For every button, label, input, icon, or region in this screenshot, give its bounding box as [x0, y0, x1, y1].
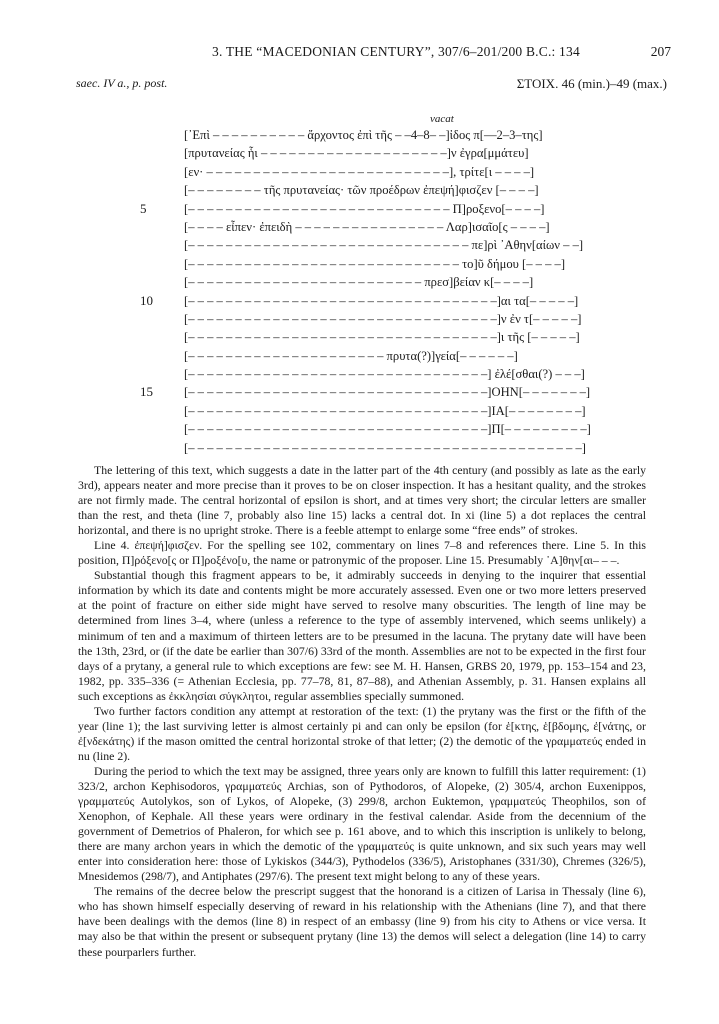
inscription-text — [140, 126, 591, 457]
line-text: [᾽Επὶ – – – – – – – – – – ἄρχοντος ἐπὶ τῆς – –4–8– –]ἰδος π[—2–3–της] — [184, 128, 543, 142]
inscription-line — [140, 420, 591, 438]
inscription-line — [140, 439, 586, 457]
inscription-line — [140, 310, 580, 328]
line-text: [– – – – – – – – – – – – – – – – – – – – – – – – – – – – – – – – –]ι τῆς [– – – – –] — [184, 330, 580, 345]
inscription-line — [140, 255, 580, 273]
line-text: [– – – – – – – – – – – – – – – – – – – – – – – – – – – – – – – –]ΟΗΝ[– – – – – – –] — [184, 385, 591, 400]
line-text: [– – – – – – – – – – – – – – – – – – – – – – – – – – – – – – – – – – – – – – – – – –] — [184, 440, 586, 455]
line-text: [– – – – – – – – τῆς πρυτανείας· τῶν προέδρων ἐπεψή]φισζεν [– – – –] — [184, 183, 539, 198]
line-number: 5 — [140, 200, 147, 216]
inscription-line — [140, 126, 580, 144]
line-text: [πρυτανείας ἧι – – – – – – – – – – – – – – – – – – – –]ν ἐγρα[μμάτευ] — [184, 146, 529, 161]
inscription-line — [140, 144, 580, 162]
inscription-line — [140, 236, 584, 254]
line-number: 10 — [140, 292, 153, 308]
commentary-paragraph: Line 4. ἐπεψή]φισζεν. For the spelling see 102, commentary on lines 7–8 and references there. Line 5. In this position, Π]ρόξενο[ς or Π]ροξένο[υ, the name or patronymic of the proposer. Line 15. Presumably ᾽Α]θην[αι– – –. — [78, 538, 646, 568]
commentary-paragraph: During the period to which the text may be assigned, three years only are known to fulfill this latter requirement: (1) 323/2, archon Kephisodoros, γραμματεύς Archias, son of Pythodoros, of Alopeke, (2) 305/4, archon Euxenippos, γραμματεύς Autolykos, son of Lykos, of Alopeke, (3) 299/8, archon Euktemon, γραμματεύς Theophilos, son of Xenophon, of Kephale. All these years were ordinary in the festival calendar. Aside from the decennium of the government of Demetrios of Phaleron, for which see p. 161 above, and to which this inscription is unlikely to belong, there are many archon years in which the demotic of the γραμματεύς is quite unknown, and six such years may well enter into consideration here: those of Lykiskos (344/3), Pythodelos (336/5), Aristophanes (331/30), Chremes (326/5), Mnesidemos (298/7), and Antiphates (297/6). The present text might belong to any of these years. — [78, 763, 646, 884]
inscription-line — [140, 292, 580, 310]
inscription-line — [140, 383, 591, 401]
running-title: 3. THE “MACEDONIAN CENTURY”, 307/6–201/200 B.C.: 134 — [212, 44, 580, 59]
page-number: 207 — [650, 44, 671, 59]
commentary-paragraph: The lettering of this text, which suggests a date in the latter part of the 4th century (and possibly as late as the early 3rd), appears neater and more precise than it proves to be on closer inspection. It has a hesitant quality, and the strokes are not firmly made. The central horizontal of epsilon is short, and at times very short; the circular letters are smaller than the rest, and theta (line 7, probably also line 15) lacks a central dot. In xi (line 5) a dot replaces the central horizontal, and there is no upright stroke. There is a feeble attempt to enlarge some “free ends” of strokes. — [78, 463, 646, 538]
vacat-label: vacat — [430, 113, 454, 125]
stoichedon-note: ΣΤΟΙΧ. 46 (min.)–49 (max.) — [516, 76, 667, 91]
line-text: [– – – – – – – – – – – – – – – – – – – – – – – – – – – – – – – – –]αι τα[– – – – –] — [184, 293, 579, 308]
inscription-line — [140, 328, 580, 346]
inscription-line — [140, 218, 580, 236]
line-text: [– – – – – – – – – – – – – – – – – – – – – – – – – – – – – – – –]ΙΑ[– – – – – – – –] — [184, 403, 586, 418]
inscription-line — [140, 347, 580, 365]
line-text: [– – – – – – – – – – – – – – – – – – – – – – – – – – – – – – – –] ἐλέ[σθαι(?) – – –] — [184, 367, 585, 382]
line-text: [εν· – – – – – – – – – – – – – – – – – – – – – – – – – –], τρίτε[ι – – – –] — [184, 164, 535, 179]
inscription-line — [140, 200, 580, 218]
line-text: [– – – – – – – – – – – – – – – – – – – – – πρυτα(?)]γεία[– – – – – –] — [184, 348, 518, 363]
line-text: [– – – – εἶπεν· ἐπειδὴ – – – – – – – – – – – – – – – – Λαρ]ισαῖο[ς – – – –] — [184, 219, 550, 234]
line-text: [– – – – – – – – – – – – – – – – – – – – – – – – – – – – Π]ροξενο[– – – –] — [184, 201, 545, 216]
running-header — [60, 44, 689, 64]
inscription-line — [140, 365, 585, 383]
inscription-line — [140, 402, 586, 420]
line-text: [– – – – – – – – – – – – – – – – – – – – – – – – – – – – – – – –]Π[– – – – – – – – –] — [184, 422, 591, 437]
line-text: [– – – – – – – – – – – – – – – – – – – – – – – – – – – – – το]ῦ δήμου [– – – –] — [184, 256, 566, 271]
commentary-paragraph: Two further factors condition any attempt at restoration of the text: (1) the prytany was the first or the fifth of the year (line 1); the last surviving letter is almost certainly pi and can only be epsilon (for ἑ[κτης, ἑ[βδομης, ἐ[νάτης, or ἐ[νδεκάτης) if the mason omitted the central horizontal stroke of that letter; (2) the demotic of the γραμματεύς ended in nu (line 2). — [78, 703, 646, 763]
inscription-line — [140, 273, 580, 291]
inscription-line — [140, 181, 580, 199]
line-text: [– – – – – – – – – – – – – – – – – – – – – – – – – – – – – – – – –]ν ἐν τ[– – – – –] — [184, 311, 582, 326]
date-note: saec. IV a., p. post. — [76, 76, 168, 90]
line-number: 15 — [140, 384, 153, 400]
line-text: [– – – – – – – – – – – – – – – – – – – – – – – – – πρεσ]βείαν κ[– – – –] — [184, 275, 534, 290]
line-text: [– – – – – – – – – – – – – – – – – – – – – – – – – – – – – – πε]ρὶ ᾽Αθην[αίων – –] — [184, 238, 584, 253]
commentary-paragraph: Substantial though this fragment appears to be, it admirably succeeds in denying to the inquirer that essential information by which its date and contents might be more accurately assessed. Even one or two more letters preserved at the point of fracture on either side might have served to resolve many obscurities. The length of line may be determined from lines 3–4, where (unless a reference to the type of assembly intervened, which seems unlikely) a minimum of ten and a maximum of thirteen letters are to be presumed in the lacuna. The prytany date will have been the 13th, 23rd, or (if the date be earlier than 307/6) 33rd of the month. Assemblies are not to be expected in the first four days of a prytany, a general rule to which exceptions are few: see M. H. Hansen, GRBS 20, 1979, pp. 153–154 and 23, 1982, pp. 335–336 (= Athenian Ecclesia, pp. 77–78, 81, 87–88), and Athenian Assembly, p. 31. Hansen explains all such exceptions as ἐκκλησίαι σύγκλητοι, regular assemblies specially summoned. — [78, 568, 646, 703]
commentary — [78, 463, 646, 960]
inscription-line — [140, 163, 580, 181]
commentary-paragraph: The remains of the decree below the prescript suggest that the honorand is a citizen of Larisa in Thessaly (line 6), who has shown himself especially deserving of reward in his relationship with the Athenians (line 7), and that there have been dealings with the demos (line 8) in respect of an embassy (line 9) from his city to Athens or vice versa. It may also be that within the present or subsequent prytany (line 13) the demos will select a delegation (line 14) to carry these pourparlers further. — [78, 884, 646, 959]
